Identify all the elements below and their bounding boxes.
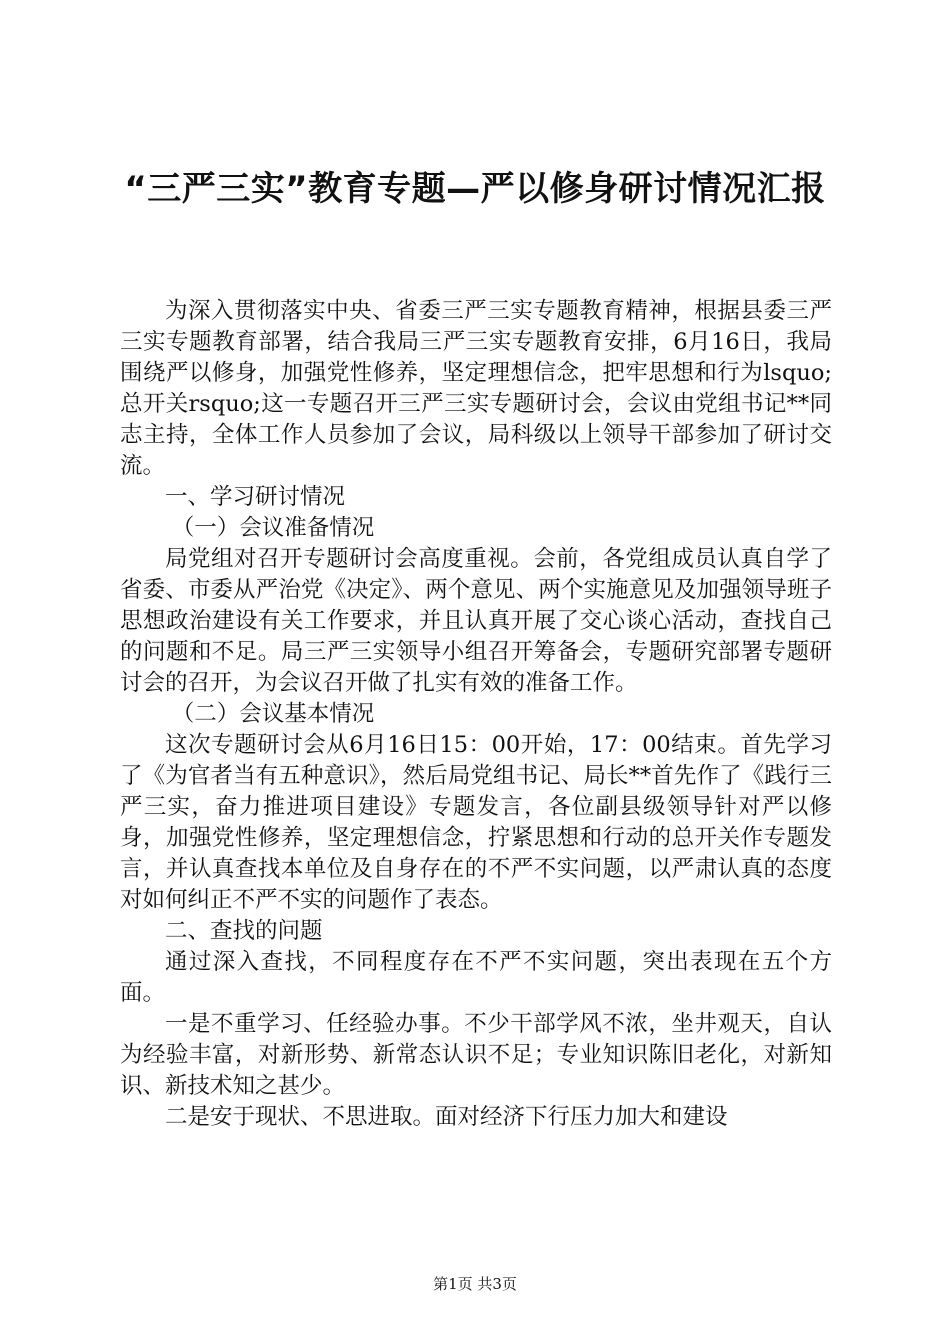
- subsection-heading-preparation: （一）会议准备情况: [171, 515, 375, 541]
- paragraph-intro: 为深入贯彻落实中央、省委三严三实专题教育精神，根据县委三严三实专题教育部署，结合我局三严三实专题教育安排，6月16日，我局围绕严以修身，加强党性修养，坚定理想信念，把牢思想和行为lsquo;总开关rsquo;这一专题召开三严三实专题研讨会，会议由党组书记**同志主持，全体工作人员参加了会议，局科级以上领导干部参加了研讨交流。: [120, 298, 832, 479]
- section-heading-study: 一、学习研讨情况: [165, 484, 346, 510]
- section-heading-problems: 二、查找的问题: [165, 918, 323, 944]
- paragraph-problem-two: 二是安于现状、不思进取。面对经济下行压力加大和建设: [165, 1104, 728, 1130]
- document-body: [120, 296, 832, 1133]
- paragraph-basic: 这次专题研讨会从6月16日15：00开始，17：00结束。首先学习了《为官者当有五种意识》，然后局党组书记、局长**首先作了《践行三严三实，奋力推进项目建设》专题发言，各位副县级领导针对严以修身，加强党性修养，坚定理想信念，拧紧思想和行动的总开关作专题发言，并认真查找本单位及自身存在的不严不实问题，以严肃认真的态度对如何纠正不严不实的问题作了表态。: [120, 732, 832, 913]
- paragraph-problem-one: 一是不重学习、任经验办事。不少干部学风不浓，坐井观天，自认为经验丰富，对新形势、新常态认识不足；专业知识陈旧老化，对新知识、新技术知之甚少。: [120, 1011, 832, 1099]
- paragraph-preparation: 局党组对召开专题研讨会高度重视。会前，各党组成员认真自学了省委、市委从严治党《决定》、两个意见、两个实施意见及加强领导班子思想政治建设有关工作要求，并且认真开展了交心谈心活动，查找自己的问题和不足。局三严三实领导小组召开筹备会，专题研究部署专题研讨会的召开，为会议召开做了扎实有效的准备工作。: [120, 546, 832, 696]
- document-title: “三严三实”教育专题—严以修身研讨情况汇报: [124, 169, 826, 209]
- page-number-footer: 第1页 共3页: [433, 1275, 517, 1293]
- paragraph-problems-intro: 通过深入查找，不同程度存在不严不实问题，突出表现在五个方面。: [120, 949, 832, 1006]
- subsection-heading-basic: （二）会议基本情况: [171, 701, 375, 727]
